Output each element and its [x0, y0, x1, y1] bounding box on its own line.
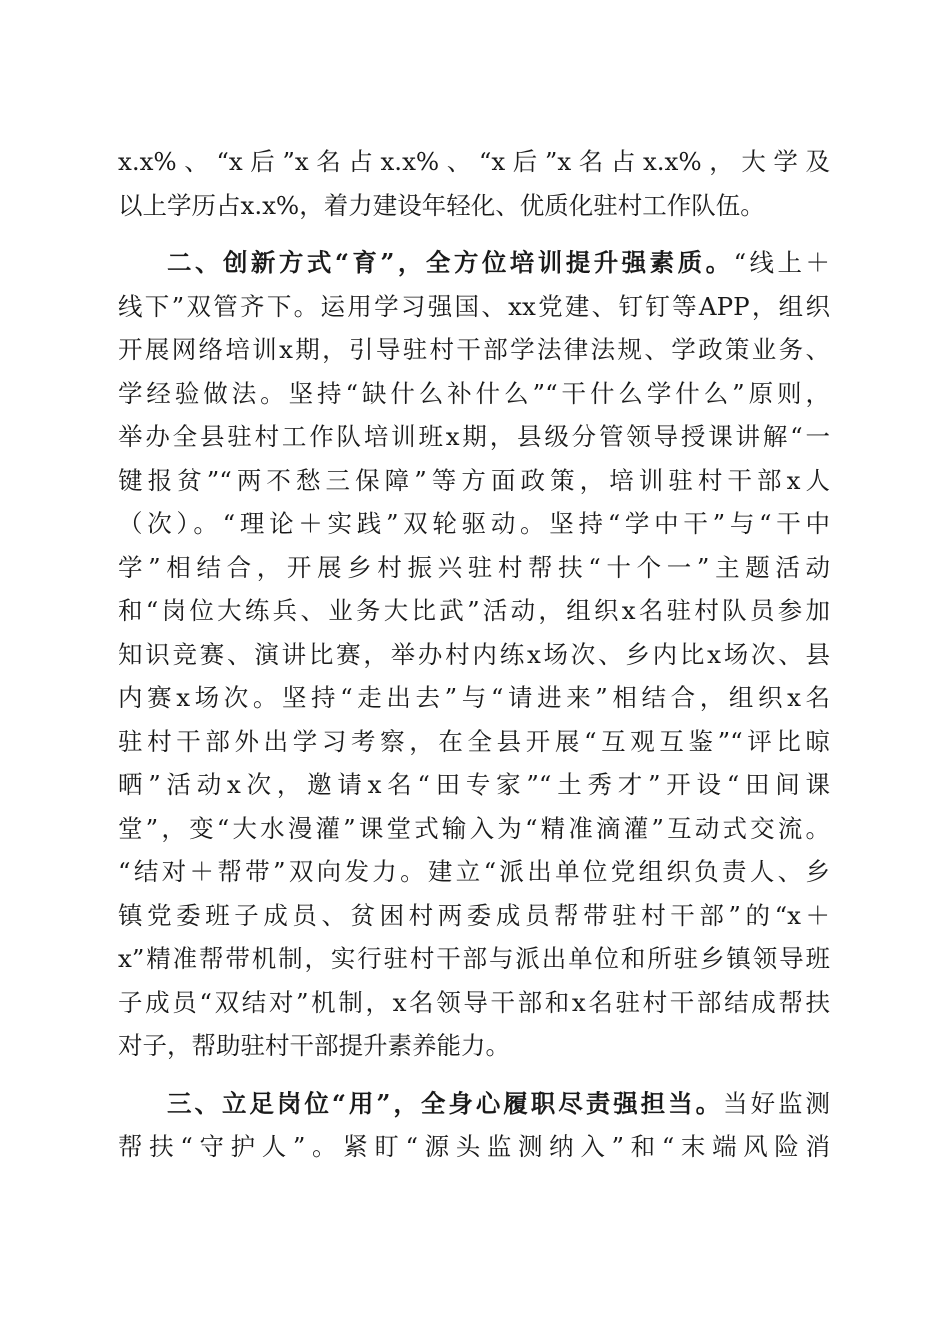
text-line: “结对＋帮带”双向发力。建立“派出单位党组织负责人、乡	[118, 857, 830, 886]
text-line: 对子，帮助驻村干部提升素养能力。	[118, 1031, 510, 1060]
text-line: 帮扶“守护人”。紧盯“源头监测纳入”和“末端风险消	[118, 1132, 830, 1161]
text-line: 线下”双管齐下。运用学习强国、xx党建、钉钉等APP，组织	[118, 291, 830, 321]
text-line: 和“岗位大练兵、业务大比武”活动，组织x名驻村队员参加	[118, 596, 830, 625]
paragraph-gap	[118, 227, 830, 241]
text-line: 以上学历占x.x%，着力建设年轻化、优质化驻村工作队伍。	[118, 190, 765, 220]
text-line: 学”相结合，开展乡村振兴驻村帮扶“十个一”主题活动	[118, 552, 830, 582]
text-line: 举办全县驻村工作队培训班x期，县级分管领导授课讲解“一	[118, 422, 830, 451]
text-line	[118, 1082, 830, 1126]
text-line: 知识竞赛、演讲比赛，举办村内练x场次、乡内比x场次、县	[118, 639, 830, 669]
paragraph-3	[118, 1082, 830, 1169]
section-heading: 二、创新方式“育”，全方位培训提升强素质。	[167, 248, 734, 277]
text-line: 内赛x场次。坚持“走出去”与“请进来”相结合，组织x名	[118, 683, 830, 712]
text-line: 学经验做法。坚持“缺什么补什么”“干什么学什么”原则，	[118, 378, 830, 408]
section-heading: 三、立足岗位“用”，全身心履职尽责强担当。	[167, 1088, 724, 1118]
text-line: x”精准帮带机制，实行驻村干部与派出单位和所驻乡镇领导班	[118, 944, 830, 973]
text-line: 开展网络培训x期，引导驻村干部学法律法规、学政策业务、	[118, 335, 830, 364]
paragraph-1	[118, 140, 830, 227]
heading-line-rest: 当好监测	[723, 1088, 830, 1118]
text-line: x.x%、“x后”x名占x.x%、“x后”x名占x.x%，大学及	[118, 147, 830, 176]
text-line: （次）。“理论＋实践”双轮驱动。坚持“学中干”与“干中	[118, 509, 830, 538]
heading-line-rest: “线上＋	[733, 248, 830, 277]
text-line: 驻村干部外出学习考察，在全县开展“互观互鉴”“评比晾	[118, 726, 830, 756]
text-line: 键报贫”“两不愁三保障”等方面政策，培训驻村干部x人	[118, 465, 830, 495]
document-page	[118, 140, 830, 1169]
text-line: 镇党委班子成员、贫困村两委成员帮带驻村干部”的“x＋	[118, 900, 830, 930]
text-line: 子成员“双结对”机制，x名领导干部和x名驻村干部结成帮扶	[118, 987, 830, 1017]
text-line	[118, 241, 830, 285]
text-line: 晒”活动x次，邀请x名“田专家”“土秀才”开设“田间课	[118, 770, 830, 799]
text-line: 堂”，变“大水漫灌”课堂式输入为“精准滴灌”互动式交流。	[118, 813, 830, 843]
paragraph-gap	[118, 1068, 830, 1082]
paragraph-2	[118, 241, 830, 1068]
